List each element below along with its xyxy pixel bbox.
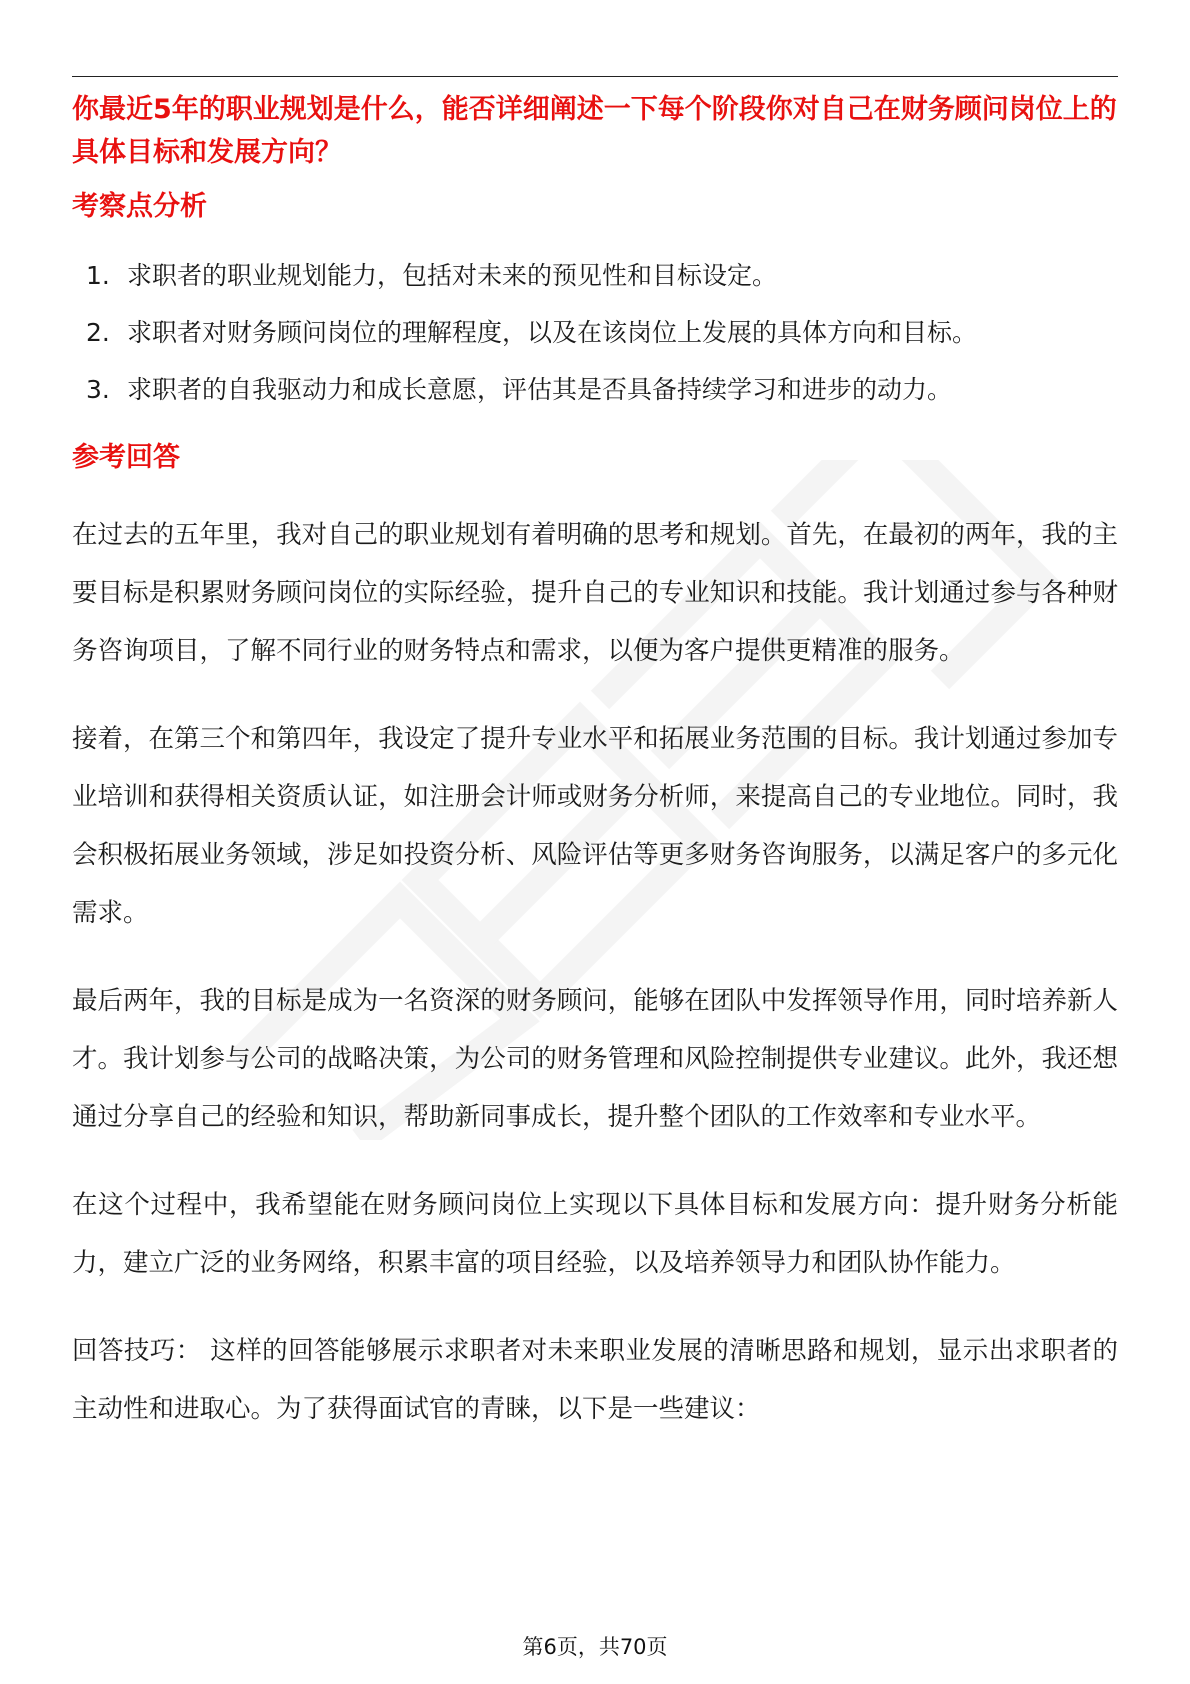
- list-text: 求职者的自我驱动力和成长意愿，评估其是否具备持续学习和进步的动力。: [127, 375, 953, 404]
- list-number: 3.: [86, 375, 110, 404]
- list-item: [72, 361, 1118, 418]
- main-content: [72, 88, 1118, 1438]
- answer-heading: 参考回答: [72, 442, 180, 473]
- analysis-heading: 考察点分析: [72, 191, 207, 222]
- header-rule: [72, 76, 1118, 77]
- list-item: [72, 304, 1118, 361]
- list-number: 1.: [86, 261, 110, 290]
- answer-paragraph: 在这个过程中，我希望能在财务顾问岗位上实现以下具体目标和发展方向：提升财务分析能力，建立广泛的业务网络，积累丰富的项目经验，以及培养领导力和团队协作能力。: [72, 1190, 1118, 1278]
- list-text: 求职者对财务顾问岗位的理解程度，以及在该岗位上发展的具体方向和目标。: [127, 318, 978, 347]
- question-title: 你最近5年的职业规划是什么，能否详细阐述一下每个阶段你对自己在财务顾问岗位上的具体目标和发展方向？: [72, 94, 1117, 168]
- analysis-list: [72, 247, 1118, 418]
- list-number: 2.: [86, 318, 110, 347]
- tips-paragraph: 回答技巧： 这样的回答能够展示求职者对未来职业发展的清晰思路和规划，显示出求职者的主动性和进取心。为了获得面试官的青睐，以下是一些建议：: [72, 1336, 1118, 1424]
- answer-paragraph: 最后两年，我的目标是成为一名资深的财务顾问，能够在团队中发挥领导作用，同时培养新人才。我计划参与公司的战略决策，为公司的财务管理和风险控制提供专业建议。此外，我还想通过分享自己的经验和知识，帮助新同事成长，提升整个团队的工作效率和专业水平。: [72, 986, 1118, 1132]
- page-number: 第6页，共70页: [522, 1635, 668, 1659]
- answer-paragraph: 在过去的五年里，我对自己的职业规划有着明确的思考和规划。首先，在最初的两年，我的主要目标是积累财务顾问岗位的实际经验，提升自己的专业知识和技能。我计划通过参与各种财务咨询项目，了解不同行业的财务特点和需求，以便为客户提供更精准的服务。: [72, 520, 1118, 666]
- list-text: 求职者的职业规划能力，包括对未来的预见性和目标设定。: [127, 261, 778, 290]
- answer-paragraph: 接着，在第三个和第四年，我设定了提升专业水平和拓展业务范围的目标。我计划通过参加专业培训和获得相关资质认证，如注册会计师或财务分析师，来提高自己的专业地位。同时，我会积极拓展业务领域，涉足如投资分析、风险评估等更多财务咨询服务，以满足客户的多元化需求。: [72, 724, 1118, 928]
- list-item: [72, 247, 1118, 304]
